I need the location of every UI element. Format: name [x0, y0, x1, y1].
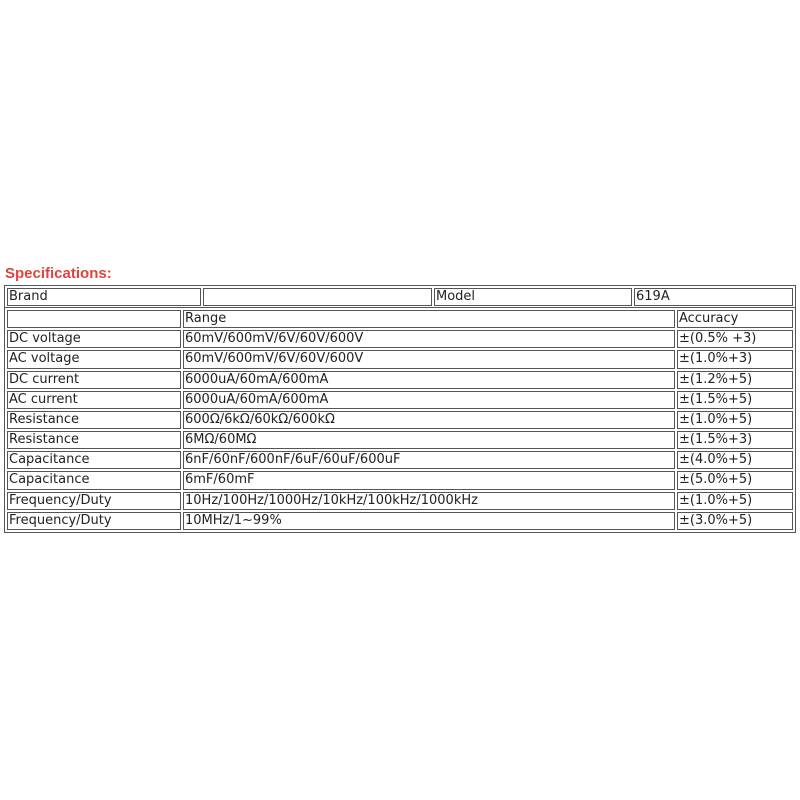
- header-function: [7, 310, 181, 328]
- table-row: [7, 512, 793, 530]
- accuracy-cell: ±(1.5%+5): [677, 391, 793, 409]
- model-value: 619A: [634, 288, 793, 306]
- accuracy-cell: ±(1.5%+3): [677, 431, 793, 449]
- header-accuracy: Accuracy: [677, 310, 793, 328]
- function-cell: AC voltage: [7, 350, 181, 368]
- accuracy-cell: ±(0.5% +3): [677, 330, 793, 348]
- range-cell: 60mV/600mV/6V/60V/600V: [183, 330, 675, 348]
- specifications-title: Specifications:: [5, 265, 112, 282]
- range-cell: 10Hz/100Hz/1000Hz/10kHz/100kHz/1000kHz: [183, 492, 675, 510]
- accuracy-cell: ±(1.0%+3): [677, 350, 793, 368]
- range-cell: 6000uA/60mA/600mA: [183, 371, 675, 389]
- table-row: [7, 371, 793, 389]
- function-cell: Resistance: [7, 431, 181, 449]
- table-row: [7, 350, 793, 368]
- range-cell: 600Ω/6kΩ/60kΩ/600kΩ: [183, 411, 675, 429]
- header-range: Range: [183, 310, 675, 328]
- function-cell: AC current: [7, 391, 181, 409]
- table-row: [7, 411, 793, 429]
- brand-model-table: [4, 285, 796, 308]
- range-cell: 6nF/60nF/600nF/6uF/60uF/600uF: [183, 451, 675, 469]
- accuracy-cell: ±(1.0%+5): [677, 411, 793, 429]
- function-cell: Capacitance: [7, 451, 181, 469]
- brand-label: Brand: [7, 288, 201, 306]
- function-cell: DC voltage: [7, 330, 181, 348]
- range-cell: 6mF/60mF: [183, 471, 675, 489]
- table-row: [7, 391, 793, 409]
- accuracy-cell: ±(5.0%+5): [677, 471, 793, 489]
- brand-value: [203, 288, 432, 306]
- table-row: [7, 431, 793, 449]
- range-cell: 6000uA/60mA/600mA: [183, 391, 675, 409]
- brand-row: [7, 288, 793, 306]
- accuracy-cell: ±(1.2%+5): [677, 371, 793, 389]
- specifications-table: [4, 307, 796, 533]
- range-cell: 60mV/600mV/6V/60V/600V: [183, 350, 675, 368]
- table-row: [7, 330, 793, 348]
- table-row: [7, 451, 793, 469]
- function-cell: Frequency/Duty: [7, 512, 181, 530]
- accuracy-cell: ±(4.0%+5): [677, 451, 793, 469]
- function-cell: DC current: [7, 371, 181, 389]
- range-cell: 6MΩ/60MΩ: [183, 431, 675, 449]
- function-cell: Frequency/Duty: [7, 492, 181, 510]
- model-label: Model: [434, 288, 632, 306]
- table-row: [7, 471, 793, 489]
- function-cell: Capacitance: [7, 471, 181, 489]
- range-cell: 10MHz/1~99%: [183, 512, 675, 530]
- table-row: [7, 492, 793, 510]
- accuracy-cell: ±(1.0%+5): [677, 492, 793, 510]
- function-cell: Resistance: [7, 411, 181, 429]
- accuracy-cell: ±(3.0%+5): [677, 512, 793, 530]
- header-row: [7, 310, 793, 328]
